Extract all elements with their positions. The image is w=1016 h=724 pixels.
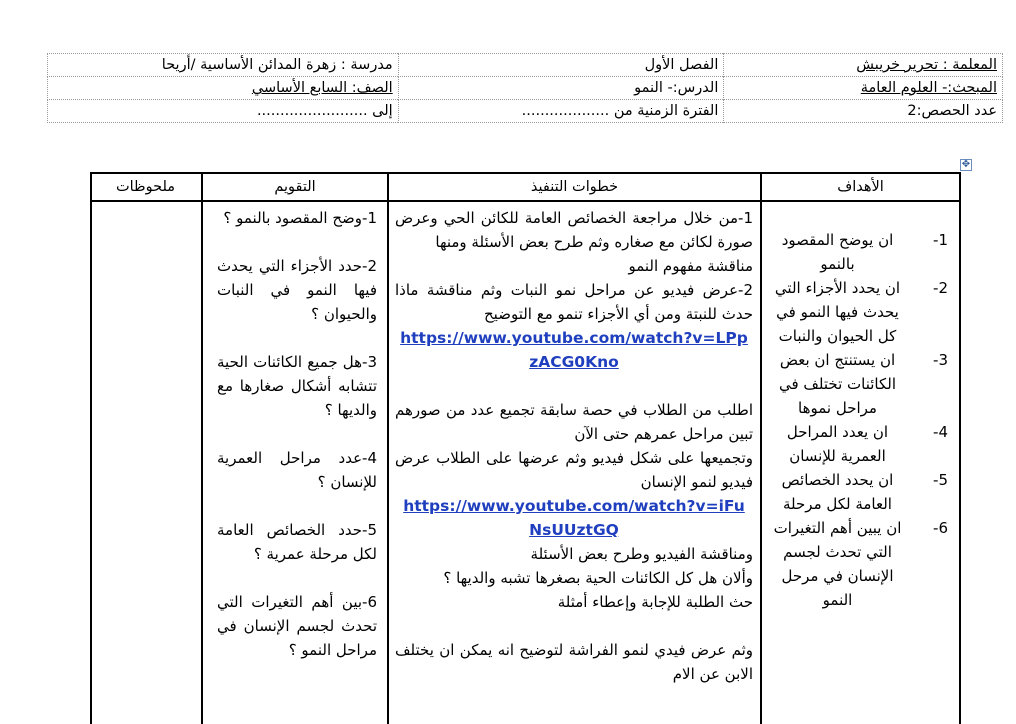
evaluation-question: 5-حدد الخصائص العامة لكل مرحلة عمرية ؟ — [217, 521, 377, 563]
step-text: وثم عرض فيدي لنمو الفراشة لتوضيح انه يمكن ان يختلف الابن عن الام — [395, 641, 753, 683]
teacher-name: المعلمة : تحرير خريبش — [856, 57, 997, 73]
goal-item — [771, 420, 950, 468]
notes-column — [90, 174, 201, 724]
header-row-1 — [48, 54, 1003, 77]
goal-item — [771, 348, 950, 420]
school-cell — [48, 54, 399, 77]
lesson-cell — [398, 77, 724, 100]
evaluation-question: 2-حدد الأجزاء التي يحدث فيها النمو في النبات والحيوان ؟ — [217, 257, 377, 323]
goal-number: 2- — [933, 279, 948, 297]
step-text: حث الطلبة للإجابة وإعطاء أمثلة — [557, 593, 753, 611]
lesson-plan-table — [90, 172, 961, 724]
periods-count: عدد الحصص:2 — [907, 103, 997, 119]
goal-number: 5- — [933, 471, 948, 489]
goals-list — [762, 202, 959, 612]
grade-label: الصف: السابع الأساسي — [251, 80, 393, 96]
goal-item — [771, 276, 950, 348]
goal-number: 6- — [933, 519, 948, 537]
evaluation-body — [203, 202, 387, 662]
evaluation-question: 1-وضح المقصود بالنمو ؟ — [223, 209, 377, 227]
goals-header: الأهداف — [762, 174, 959, 202]
goal-item — [771, 468, 950, 516]
periods-cell — [724, 100, 1003, 123]
goal-text: ان يبين أهم التغيرات التي تحدث لجسم الإنسان في مرحل النمو — [773, 519, 902, 609]
video-link[interactable]: https://www.youtube.com/watch?v=iFuNsUUztGQ — [403, 497, 745, 539]
lesson-label: الدرس:- النمو — [634, 80, 719, 96]
goal-text: ان يحدد الأجزاء التي يحدث فيها النمو في كل الحيوان والنبات — [774, 279, 901, 345]
goals-column — [760, 174, 959, 724]
move-cross-icon[interactable]: ✥ — [961, 159, 971, 170]
school-name: مدرسة : زهرة المدائن الأساسية /أريحا — [161, 57, 393, 73]
goal-number: 3- — [933, 351, 948, 369]
steps-body — [389, 202, 760, 686]
step-text: ومناقشة الفيديو وطرح بعض الأسئلة — [530, 545, 753, 563]
semester-label: الفصل الأول — [644, 57, 719, 73]
goal-number: 4- — [933, 423, 948, 441]
step-text: مناقشة مفهوم النمو — [628, 257, 753, 275]
steps-column — [387, 174, 760, 724]
evaluation-header: التقويم — [203, 174, 387, 202]
subject-cell — [724, 77, 1003, 100]
goal-text: ان يعدد المراحل العمرية للإنسان — [786, 423, 889, 465]
step-text: 2-عرض فيديو عن مراحل نمو النبات وثم مناقشة ماذا حدث للنبتة ومن أي الأجزاء تنمو مع التوضيح — [395, 281, 753, 323]
period-to: إلى ........................ — [256, 103, 393, 119]
subject-label: المبحث:- العلوم العامة — [860, 80, 997, 96]
video-link[interactable]: https://www.youtube.com/watch?v=LPpzACG0Kno — [400, 329, 748, 371]
notes-header: ملحوظات — [90, 174, 201, 202]
period-from-cell — [398, 100, 724, 123]
step-text: وألان هل كل الكائنات الحية بصغرها تشبه والديها ؟ — [443, 569, 753, 587]
period-from: الفترة الزمنية من ................... — [521, 103, 719, 119]
step-text: وتجميعها على شكل فيديو وثم عرضها على الطلاب عرض فيديو لنمو الإنسان — [395, 449, 753, 491]
semester-cell — [398, 54, 724, 77]
period-to-cell — [48, 100, 399, 123]
evaluation-question: 6-بين أهم التغيرات التي تحدث لجسم الإنسان في مراحل النمو ؟ — [217, 593, 377, 659]
goal-item — [771, 228, 950, 276]
evaluation-question: 4-عدد مراحل العمرية للإنسان ؟ — [217, 449, 377, 491]
goal-text: ان يستنتج ان بعض الكائنات تختلف في مراحل نموها — [778, 351, 897, 417]
grade-cell — [48, 77, 399, 100]
notes-body[interactable] — [90, 202, 201, 206]
step-text: اطلب من الطلاب في حصة سابقة تجميع عدد من صورهم تبين مراحل عمرهم حتى الآن — [395, 401, 753, 443]
goal-text: ان يحدد الخصائص العامة لكل مرحلة — [781, 471, 894, 513]
evaluation-column — [201, 174, 387, 724]
header-table — [47, 53, 1003, 123]
goal-text: ان يوضح المقصود بالنمو — [781, 231, 894, 273]
header-row-2 — [48, 77, 1003, 100]
goal-item — [771, 516, 950, 612]
header-row-3 — [48, 100, 1003, 123]
steps-header: خطوات التنفيذ — [389, 174, 760, 202]
goal-number: 1- — [933, 231, 948, 249]
evaluation-question: 3-هل جميع الكائنات الحية تتشابه أشكال صغارها مع والديها ؟ — [217, 353, 377, 419]
step-text: 1-من خلال مراجعة الخصائص العامة للكائن الحي وعرض صورة لكائن مع صغاره وثم طرح بعض الأسئلة ومنها — [395, 209, 753, 251]
teacher-cell — [724, 54, 1003, 77]
